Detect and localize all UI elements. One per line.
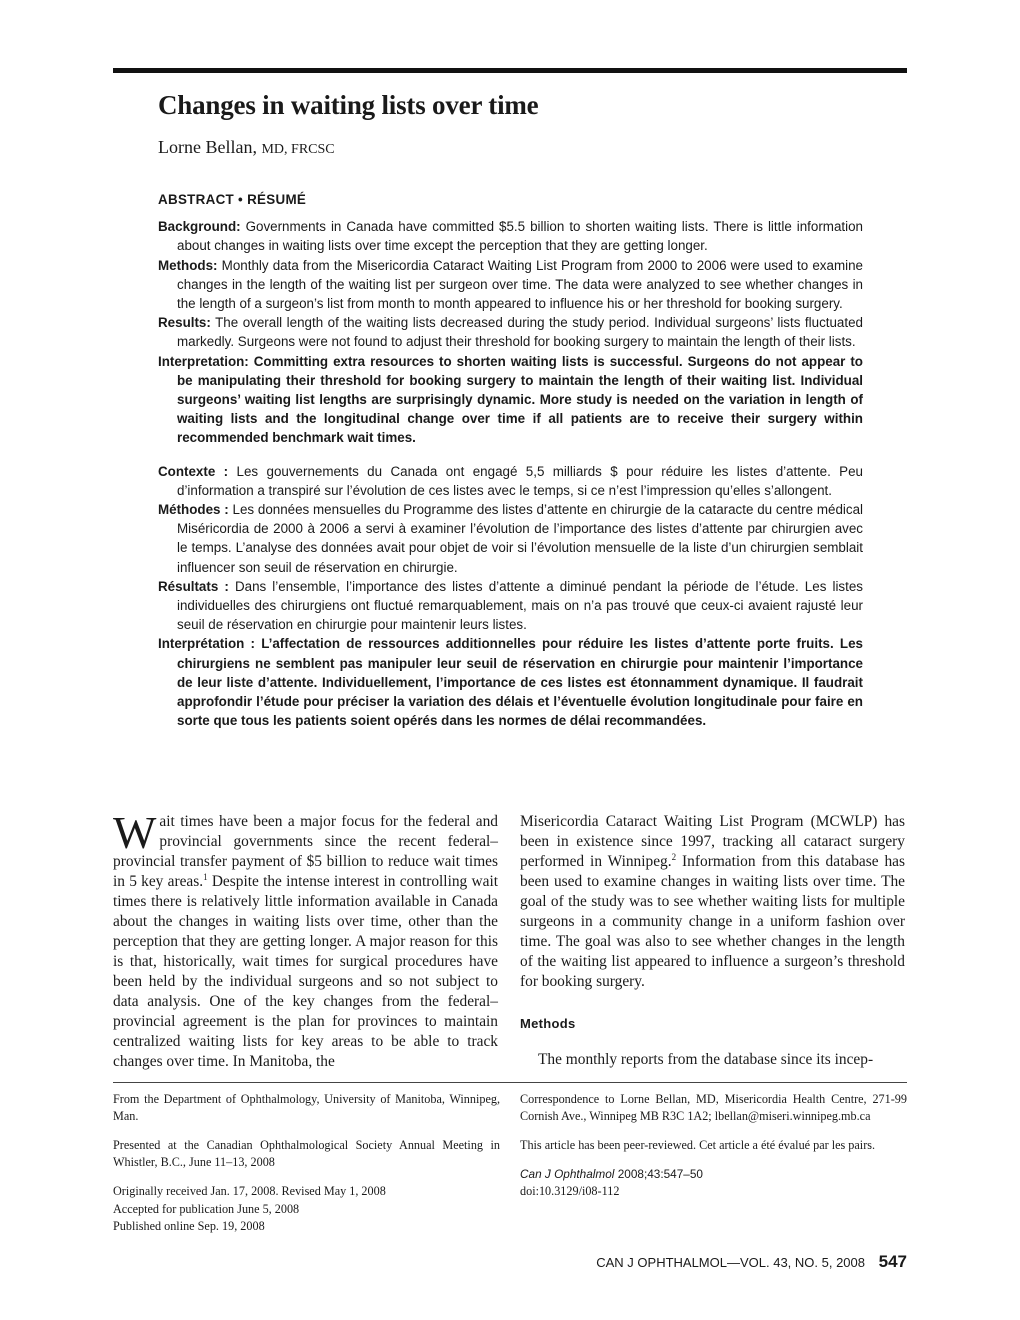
author-line bbox=[158, 137, 335, 158]
running-title: CAN J OPHTHALMOL—VOL. 43, NO. 5, 2008 bbox=[596, 1255, 865, 1270]
abstract bbox=[158, 190, 863, 730]
reference-1: 1 bbox=[203, 871, 208, 882]
intro-continued: Misericordia Cataract Waiting List Program (MCWLP) has been in existence since 1997, tracking all cataract surgery performed in Winnipeg.$^2$ Information from this database has been used to examine changes in waiting lists over time. The goal of the study was to see whether waiting lists for multiple surgeons in a community change in a uniform fashion over time. The goal was also to see whether changes in the length of the waiting list appeared to influence a surgeon’s threshold for booking surgery. bbox=[520, 813, 906, 990]
resume-interpretation: Interprétation : L’affectation de ressources additionnelles pour réduire les listes d’attente porte fruits. Les chirurgiens ne semblent pas manipuler leur seuil de réservation en chirurgie pour maintenir l’importance de leur liste d’attente. Individuellement, l’importance de ces listes est étonnamment dynamique. Il faudrait approfondir l’étude pour préciser la variation des délais et l’éventuelle évolution longitudinale pour faire en sorte que tous les patients soient opérés dans les normes de délai recommandées. bbox=[158, 636, 863, 729]
abstract-methods: Methods: Monthly data from the Misericordia Cataract Waiting List Program from 2000 to 2006 were used to examine changes in the length of the waiting list per surgeon over time. The data were analyzed to see whether changes in the length of a surgeon’s list from month to month appeared to influence his or her threshold for booking surgery. bbox=[158, 257, 863, 312]
page-number: 547 bbox=[878, 1252, 907, 1271]
author-name: Lorne Bellan, bbox=[158, 137, 257, 157]
citation: 2008;43:547–50 bbox=[614, 1167, 703, 1181]
abstract-background: Background: Governments in Canada have committed $5.5 billion to shorten waiting lists. There is little information about changes in waiting lists over time except the perception that they are getting longer. bbox=[158, 219, 863, 254]
intro-paragraph: Wait times have been a major focus for the federal and provincial governments since the recent federal–provincial transfer payment of $5 billion to reduce wait times in 5 key areas.$^1$ Despite the intense interest in controlling wait times there is relatively little information available in Canada about the changes in waiting lists over time, other than the perception that they are getting longer. A major reason for this is that, historically, wait times for surgical procedures have been held by the individual surgeons and so not subject to data analysis. One of the key changes from the federal–provincial agreement is the plan for provinces to maintain centralized waiting lists for key areas to be able to track changes over time. In Manitoba, the bbox=[113, 807, 498, 1070]
citation-note bbox=[520, 1166, 907, 1200]
resume-contexte: Contexte : Les gouvernements du Canada ont engagé 5,5 milliards $ pour réduire les listes d’attente. Peu d’information a transpiré sur l’évolution de ces listes avec le temps, si ce n’est l’impression qu’elles s’allongent. bbox=[158, 463, 863, 498]
methods-paragraph: The monthly reports from the database since its incep- bbox=[538, 1051, 874, 1068]
presentation-note: Presented at the Canadian Ophthalmological Society Annual Meeting in Whistler, B.C., June 11–13, 2008 bbox=[113, 1138, 500, 1169]
dates-note: Originally received Jan. 17, 2008. Revised May 1, 2008 Accepted for publication June 5, 2008 Published online Sep. 19, 2008 bbox=[113, 1184, 386, 1233]
author-credentials: MD, FRCSC bbox=[261, 142, 335, 157]
running-footer bbox=[560, 1252, 907, 1272]
body-column-left bbox=[113, 807, 498, 1072]
correspondence-note: Correspondence to Lorne Bellan, MD, Misericordia Health Centre, 271-99 Cornish Ave., Winnipeg MB R3C 1A2; lbellan@miseri.winnipeg.mb.ca bbox=[520, 1092, 907, 1123]
peer-review-note: This article has been peer-reviewed. Cet article a été évalué par les pairs. bbox=[520, 1138, 876, 1152]
reference-2: 2 bbox=[671, 851, 677, 862]
footnotes-left bbox=[113, 1091, 500, 1248]
journal-name: Can J Ophthalmol bbox=[520, 1167, 615, 1181]
footnote-rule bbox=[113, 1082, 907, 1083]
abstract-results: Results: The overall length of the waiting lists decreased during the study period. Individual surgeons’ lists fluctuated markedly. Surgeons were not found to adjust their threshold for booking surgery to maintain the length of their lists. bbox=[158, 315, 863, 350]
methods-heading: Methods bbox=[520, 1016, 576, 1031]
doi: doi:10.3129/i08-112 bbox=[520, 1184, 620, 1198]
affiliation-note: From the Department of Ophthalmology, University of Manitoba, Winnipeg, Man. bbox=[113, 1092, 500, 1123]
abstract-heading: ABSTRACT • RÉSUMÉ bbox=[158, 192, 307, 207]
resume-methodes: Méthodes : Les données mensuelles du Programme des listes d’attente en chirurgie de la cataracte du centre médical Miséricordia de 2000 à 2006 a servi à examiner l’évolution de l’importance des listes d’attente par chirurgien avec le temps. L’analyse des données avait pour objet de voir si l’évolution mensuelle de la liste d’un chirurgien semblait influencer son seuil de réservation en chirurgie. bbox=[158, 502, 863, 575]
resume-resultats: Résultats : Dans l’ensemble, l’importance des listes d’attente a diminué pendant la période de l’étude. Les listes individuelles des chirurgiens ont fluctué remarquablement, mais on n’a pas trouvé que ceux-ci avaient rajusté leur seuil de réservation en chirurgie pour maintenir leurs listes. bbox=[158, 578, 863, 633]
abstract-interpretation: Interpretation: Committing extra resources to shorten waiting lists is successful. Surgeons do not appear to be manipulating their threshold for booking surgery to maintain the length of their waiting list. Individual surgeons’ waiting list lengths are surprisingly dynamic. More study is needed on the variation in length of waiting lists and the longitudinal change over time if all patients are to receive their surgery within recommended benchmark wait times. bbox=[158, 353, 863, 446]
footnotes-right bbox=[520, 1091, 907, 1212]
top-rule bbox=[113, 68, 907, 73]
body-column-right bbox=[520, 812, 905, 1070]
drop-cap: W bbox=[113, 807, 157, 858]
article-title: Changes in waiting lists over time bbox=[158, 90, 539, 120]
